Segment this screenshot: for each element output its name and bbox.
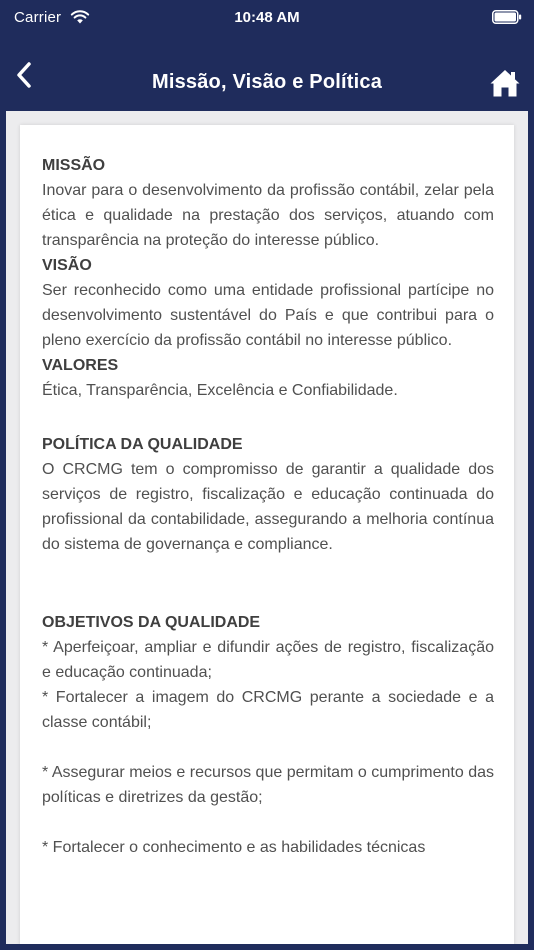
navigation-bar: [0, 36, 534, 111]
politica-title: POLÍTICA DA QUALIDADE: [42, 436, 243, 453]
missao-text: Inovar para o desenvolvimento da profissão contábil, zelar pela ética e qualidade na prestação dos serviços, atuando com transparência na proteção do interesse público.: [42, 182, 494, 249]
info-card: [20, 125, 514, 944]
carrier-label: Carrier: [14, 9, 62, 26]
politica-text: O CRCMG tem o compromisso de garantir a qualidade dos serviços de registro, fiscalização e educação continuada do profissional da contabilidade, assegurando a melhoria contínua do sistema de governança e compliance.: [42, 461, 494, 553]
objetivos-title: OBJETIVOS DA QUALIDADE: [42, 614, 261, 631]
back-button[interactable]: [6, 58, 42, 92]
visao-title: VISÃO: [42, 257, 92, 274]
home-button[interactable]: [488, 66, 522, 100]
content-area[interactable]: [6, 111, 528, 944]
visao-text: Ser reconhecido como uma entidade profissional partícipe no desenvolvimento sustentável do País e que contribui para o pleno exercício da profissão contábil no interesse público.: [42, 282, 494, 349]
missao-title: MISSÃO: [42, 157, 106, 174]
objetivo-item: * Fortalecer a imagem do CRCMG perante a sociedade e a classe contábil;: [42, 689, 494, 731]
battery-icon: [492, 10, 522, 24]
objetivo-item: * Fortalecer o conhecimento e as habilidades técnicas: [42, 839, 426, 856]
valores-title: VALORES: [42, 357, 119, 374]
page-title: Missão, Visão e Política: [151, 71, 383, 93]
objetivo-item: * Aperfeiçoar, ampliar e difundir ações de registro, fiscalização e educação continuada;: [42, 639, 494, 681]
clock: 10:48 AM: [234, 9, 300, 26]
chevron-left-icon: [14, 61, 34, 89]
home-icon: [489, 68, 521, 98]
status-bar: [0, 0, 534, 36]
objetivo-item: * Assegurar meios e recursos que permitam o cumprimento das políticas e diretrizes da gestão;: [42, 764, 494, 806]
valores-text: Ética, Transparência, Excelência e Confiabilidade.: [42, 382, 398, 399]
card-content: [42, 153, 494, 860]
